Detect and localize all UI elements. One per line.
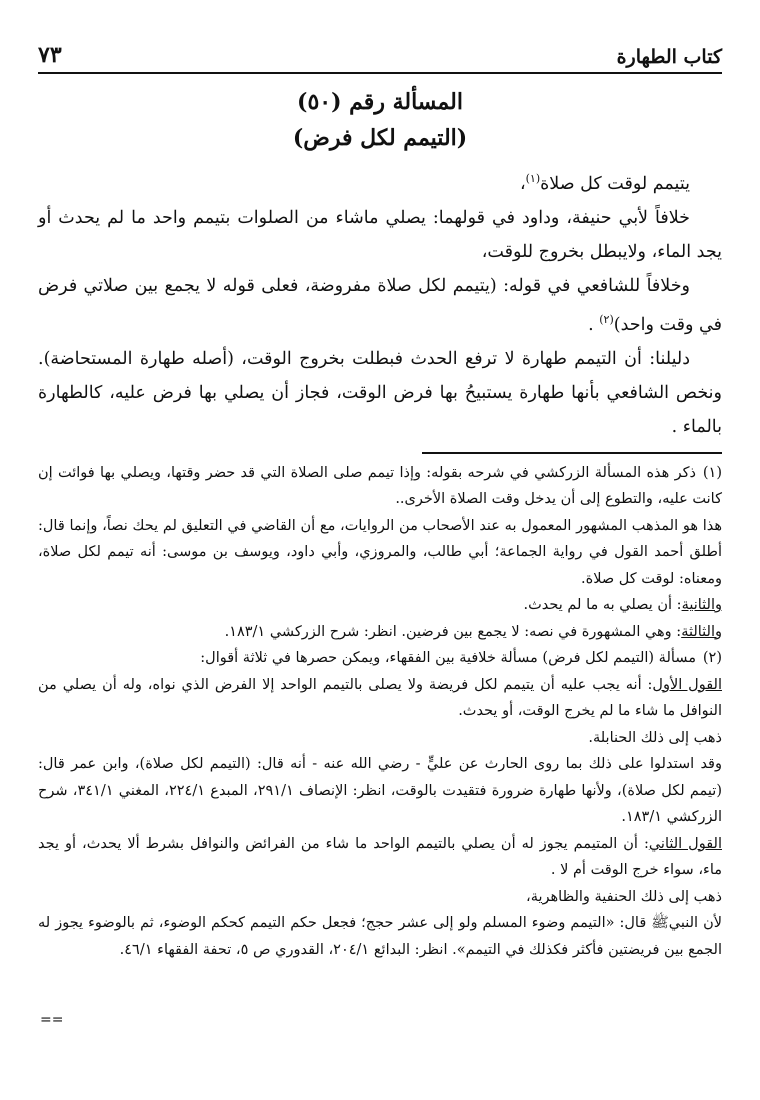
footnote-1-third-label: والثالثة — [681, 623, 722, 640]
page-number: ٧٣ — [38, 42, 62, 68]
footnote-2-second-school: ذهب إلى ذلك الحنفية والظاهرية، — [526, 888, 722, 905]
issue-title: المسألة رقم (٥٠) — [297, 89, 463, 115]
page-header — [38, 38, 722, 74]
paragraph-1-text: يتيمم لوقت كل صلاة — [540, 173, 690, 194]
footnote-1-third — [38, 619, 722, 646]
footnote-2 — [38, 645, 722, 672]
footnote-1-number: (١) — [702, 464, 722, 481]
footnote-2-first-label: القول الأول — [652, 676, 722, 693]
footnote-2-intro: مسألة (التيمم لكل فرض) مسألة خلافية بين الفقهاء، ويمكن حصرها في ثلاثة أقوال: — [200, 650, 696, 667]
footnote-1-line-1: ذكر هذه المسألة الزركشي في شرحه بقوله: وإذا تيمم صلى الصلاة التي قد حضر وقتها، ويصلي بها فوائت إن كانت عليه، والتطوع إلى أن يدخل وقت الصلاة الأخرى.. — [38, 464, 722, 508]
footnote-1-line-2: هذا هو المذهب المشهور المعمول به عند الأصحاب من الروايات، مع أن القاضي في التعليق لم يحك نصاً، وإنما قال: أطلق أحمد القول في رواية الجماعة؛ أبي طالب، والمروزي، وأبي داود، ويوسف بن موسى: أنه تيمم لكل صلاة، ومعناه: لوقت كل صلاة. — [38, 517, 722, 587]
footnote-1-second-label: والثانية — [681, 597, 722, 614]
book-page — [38, 38, 722, 963]
book-title: كتاب الطهارة — [616, 46, 722, 68]
paragraph-4: دليلنا: أن التيمم طهارة لا ترفع الحدث فبطلت بخروج الوقت، (أصله طهارة المستحاضة). ونخص الشافعي بأنها طهارة يستبيحُ بها فرض الوقت، فجاز أن يصلي بها فرض عليه، كالطهارة بالماء . — [38, 348, 722, 437]
paragraph-1-end: ، — [519, 173, 526, 194]
footnote-2-second-evidence: لأن النبيﷺ قال: «التيمم وضوء المسلم ولو إلى عشر حجج؛ فجعل حكم التيمم كحكم الوضوء، ثم بالوضوء يجوز له الجمع بين فريضتين فأكثر فكذلك في التيمم». انظر: البدائع ٢٠٤/١، القدوري ص ٥، تحفة الفقهاء ٤٦/١. — [38, 915, 722, 958]
footnote-divider — [422, 452, 722, 454]
footnote-2-first — [38, 672, 722, 725]
footnote-2-number: (٢) — [702, 650, 722, 667]
issue-subtitle: (التيمم لكل فرض) — [292, 125, 468, 151]
footnote-2-first-school: ذهب إلى ذلك الحنابلة. — [588, 729, 722, 746]
footnote-1-second — [38, 592, 722, 619]
footnote-1 — [38, 460, 722, 513]
footnote-ref-1: (١) — [525, 172, 541, 185]
footnote-2-first-evidence: وقد استدلوا على ذلك بما روى الحارث عن عليٍّ - رضي الله عنه - أنه قال: (التيمم لكل صلاة)، وابن عمر قال: (تيمم لكل صلاة)، ولأنها طهارة ضرورة فتقيدت بالوقت، انظر: الإنصاف ٢٩١/١، المبدع ٢٢٤/١، المغني ٣٤١/١، شرح الزركشي ١٨٣/١. — [38, 756, 722, 826]
footnote-2-first-text: : أنه يجب عليه أن يتيمم لكل فريضة ولا يصلى بالتيمم الواحد إلا الفرض الذي نواه، وله أن يصلي من النوافل ما شاء ما لم يخرج الوقت، أو يحدث. — [38, 676, 722, 720]
paragraph-1 — [38, 162, 722, 201]
footnote-2-second-label: القول الثاني — [648, 835, 722, 852]
footnote-ref-2: (٢) — [599, 312, 614, 326]
footnote-2-second — [38, 831, 722, 884]
footnote-1-third-text: : وهي المشهورة في نصه: لا يجمع بين فرضين. انظر: شرح الزركشي ١٨٣/١. — [224, 623, 682, 640]
paragraph-3-text: وخلافاً للشافعي في قوله: (يتيمم لكل صلاة مفروضة، فعلى قوله لا يجمع بين صلاتي فرض في وقت واحد) — [38, 275, 722, 335]
paragraph-2: خلافاً لأبي حنيفة، وداود في قولهما: يصلي ماشاء من الصلوات بتيمم واحد ما لم يحدث أو يجد الماء، ولايبطل بخروج للوقت، — [38, 207, 722, 262]
main-text — [38, 162, 722, 444]
margin-mark: == — [40, 1012, 64, 1028]
footnote-2-second-text: : أن المتيمم يجوز له أن يصلي بالتيمم الواحد ما شاء من الفرائض والنوافل بشرط ألا يحدث، أو يجد ماء، سواء خرج الوقت أم لا . — [38, 835, 722, 879]
paragraph-3 — [38, 269, 722, 342]
footnote-1-second-text: : أن يصلي به ما لم يحدث. — [523, 597, 682, 614]
paragraph-3-end: . — [588, 314, 600, 335]
footnotes — [38, 460, 722, 964]
